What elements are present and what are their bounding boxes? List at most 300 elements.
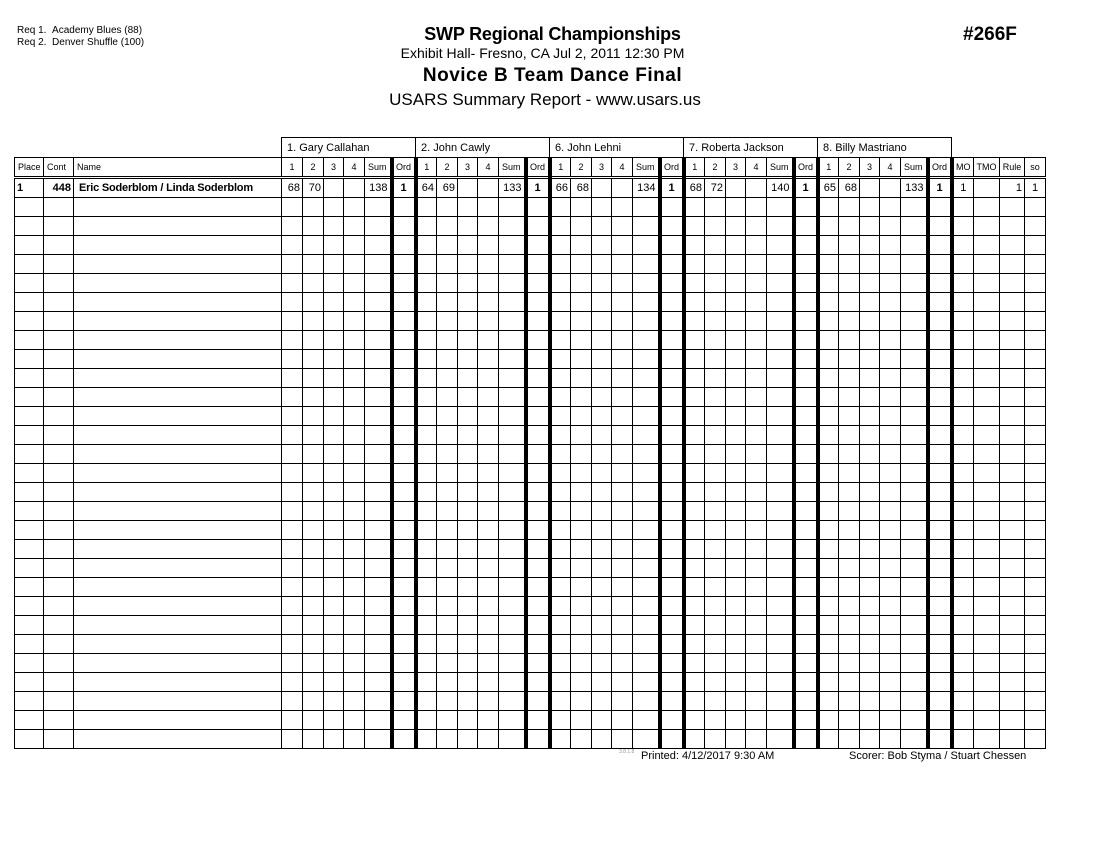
- request-label: Req 1.: [17, 25, 47, 36]
- cell-judge-1-ord: [392, 312, 416, 331]
- cell-judge-4-s2: [705, 692, 726, 711]
- cell-judge-3-sum: [633, 597, 660, 616]
- col-judge-2-ord: Ord: [526, 158, 550, 178]
- cell-judge-2-s1: [416, 559, 437, 578]
- cell-judge-1-s3: [324, 236, 344, 255]
- cell-judge-5-s1: [818, 445, 839, 464]
- cell-judge-3-s1: [550, 236, 571, 255]
- cell-judge-2-ord: [526, 293, 550, 312]
- cell-mo: [952, 236, 974, 255]
- cell-judge-4-s3: [726, 578, 746, 597]
- cell-judge-5-s1: [818, 255, 839, 274]
- cell-judge-3-s1: [550, 730, 571, 749]
- cell-judge-2-sum: [499, 255, 526, 274]
- cell-judge-3-sum: [633, 711, 660, 730]
- cell-judge-5-s1: [818, 198, 839, 217]
- cell-judge-1-s2: [303, 426, 324, 445]
- cell-judge-3-sum: [633, 445, 660, 464]
- cell-mo: [952, 673, 974, 692]
- cell-judge-4-sum: [767, 635, 794, 654]
- cell-judge-1-sum: [365, 540, 392, 559]
- cell-name: [74, 635, 282, 654]
- cell-judge-5-ord: [928, 388, 952, 407]
- cell-tmo: [974, 445, 1000, 464]
- cell-so: [1025, 673, 1046, 692]
- cell-judge-3-s2: [571, 274, 592, 293]
- cell-mo: [952, 502, 974, 521]
- cell-judge-5-s1: [818, 578, 839, 597]
- cell-judge-5-s2: [839, 388, 860, 407]
- cell-judge-2-s4: [478, 540, 499, 559]
- cell-place: [15, 331, 44, 350]
- cell-judge-1-ord: [392, 369, 416, 388]
- cell-name: [74, 521, 282, 540]
- cell-judge-4-s4: [746, 559, 767, 578]
- cell-mo: [952, 388, 974, 407]
- cell-judge-4-s2: [705, 540, 726, 559]
- cell-judge-3-s3: [592, 445, 612, 464]
- cell-judge-3-s2: [571, 654, 592, 673]
- cell-judge-4-s1: 68: [684, 178, 705, 198]
- cell-so: [1025, 635, 1046, 654]
- cell-judge-1-s1: [282, 445, 303, 464]
- cell-judge-2-sum: [499, 445, 526, 464]
- cell-judge-5-sum: [901, 464, 928, 483]
- cell-place: [15, 388, 44, 407]
- cell-judge-1-s3: [324, 616, 344, 635]
- cell-judge-3-ord: [660, 198, 684, 217]
- cell-name: [74, 578, 282, 597]
- cell-mo: [952, 483, 974, 502]
- cell-judge-4-s1: [684, 369, 705, 388]
- cell-cont: [44, 407, 74, 426]
- cell-judge-3-s3: [592, 616, 612, 635]
- cell-judge-2-s3: [458, 388, 478, 407]
- cell-judge-2-sum: [499, 388, 526, 407]
- cell-judge-2-s2: [437, 350, 458, 369]
- cell-judge-5-s2: [839, 464, 860, 483]
- cell-judge-3-ord: [660, 616, 684, 635]
- cell-judge-1-s4: [344, 502, 365, 521]
- cell-tmo: [974, 616, 1000, 635]
- cell-judge-3-sum: [633, 369, 660, 388]
- cell-judge-1-s2: [303, 236, 324, 255]
- cell-judge-2-s4: [478, 445, 499, 464]
- cell-judge-1-s1: [282, 217, 303, 236]
- cell-judge-5-ord: [928, 502, 952, 521]
- cell-judge-5-ord: [928, 426, 952, 445]
- cell-judge-5-s2: [839, 350, 860, 369]
- cell-judge-5-s1: [818, 274, 839, 293]
- cell-judge-2-s2: [437, 578, 458, 597]
- table-row: [15, 198, 1046, 217]
- table-row: [15, 426, 1046, 445]
- cell-judge-4-s3: [726, 217, 746, 236]
- cell-judge-4-ord: [794, 274, 818, 293]
- cell-judge-5-s3: [860, 578, 880, 597]
- cell-judge-5-sum: [901, 559, 928, 578]
- cell-judge-2-s1: [416, 692, 437, 711]
- cell-judge-3-sum: [633, 540, 660, 559]
- cell-judge-2-ord: [526, 407, 550, 426]
- cell-judge-3-s4: [612, 350, 633, 369]
- cell-judge-4-sum: [767, 711, 794, 730]
- cell-rule: [1000, 255, 1025, 274]
- cell-judge-1-s1: [282, 559, 303, 578]
- cell-judge-2-s1: 64: [416, 178, 437, 198]
- cell-judge-3-ord: [660, 540, 684, 559]
- cell-rule: [1000, 426, 1025, 445]
- version-label: 3.8.1.8: [619, 749, 635, 755]
- cell-judge-5-s4: [880, 407, 901, 426]
- cell-so: [1025, 198, 1046, 217]
- cell-judge-3-sum: [633, 407, 660, 426]
- cell-judge-3-s3: [592, 635, 612, 654]
- cell-mo: [952, 635, 974, 654]
- cell-judge-5-s1: [818, 407, 839, 426]
- cell-judge-2-sum: [499, 692, 526, 711]
- cell-judge-1-s3: [324, 331, 344, 350]
- cell-judge-4-ord: [794, 369, 818, 388]
- col-rule: Rule: [1000, 158, 1025, 178]
- cell-judge-3-s1: [550, 331, 571, 350]
- cell-judge-5-ord: [928, 350, 952, 369]
- cell-judge-3-s4: [612, 559, 633, 578]
- cell-rule: [1000, 578, 1025, 597]
- table-row: [15, 445, 1046, 464]
- cell-judge-4-s1: [684, 502, 705, 521]
- cell-judge-3-s3: [592, 312, 612, 331]
- cell-judge-1-sum: [365, 483, 392, 502]
- cell-judge-2-s4: [478, 521, 499, 540]
- cell-judge-2-s3: [458, 464, 478, 483]
- cell-judge-2-sum: [499, 730, 526, 749]
- cell-judge-4-s4: [746, 730, 767, 749]
- cell-judge-5-s4: [880, 597, 901, 616]
- cell-judge-1-sum: [365, 236, 392, 255]
- cell-judge-2-s3: [458, 692, 478, 711]
- cell-judge-2-sum: [499, 502, 526, 521]
- cell-judge-4-s3: [726, 293, 746, 312]
- cell-cont: [44, 502, 74, 521]
- cell-cont: [44, 350, 74, 369]
- cell-judge-1-s4: [344, 711, 365, 730]
- cell-judge-5-sum: [901, 198, 928, 217]
- cell-judge-3-ord: [660, 692, 684, 711]
- cell-judge-3-ord: [660, 521, 684, 540]
- cell-judge-2-s3: [458, 236, 478, 255]
- cell-judge-5-s3: [860, 464, 880, 483]
- cell-mo: [952, 711, 974, 730]
- cell-judge-2-s2: [437, 502, 458, 521]
- cell-judge-1-s2: [303, 274, 324, 293]
- col-mo: MO: [952, 158, 974, 178]
- cell-tmo: [974, 597, 1000, 616]
- cell-name: [74, 654, 282, 673]
- cell-judge-3-s4: [612, 445, 633, 464]
- cell-judge-5-ord: 1: [928, 178, 952, 198]
- cell-judge-5-s2: [839, 407, 860, 426]
- cell-judge-3-s1: [550, 673, 571, 692]
- cell-judge-5-sum: [901, 730, 928, 749]
- cell-judge-4-s4: [746, 540, 767, 559]
- cell-judge-1-ord: [392, 464, 416, 483]
- cell-place: [15, 597, 44, 616]
- cell-place: [15, 407, 44, 426]
- cell-judge-2-s3: [458, 217, 478, 236]
- cell-judge-5-s1: [818, 331, 839, 350]
- cell-judge-5-s2: [839, 217, 860, 236]
- cell-judge-4-s1: [684, 217, 705, 236]
- cell-judge-2-s4: [478, 198, 499, 217]
- cell-judge-4-s1: [684, 483, 705, 502]
- cell-tmo: [974, 255, 1000, 274]
- cell-judge-1-sum: [365, 616, 392, 635]
- cell-judge-3-s1: [550, 635, 571, 654]
- cell-judge-1-sum: [365, 293, 392, 312]
- cell-judge-5-ord: [928, 616, 952, 635]
- table-row: [15, 464, 1046, 483]
- cell-judge-5-s3: [860, 502, 880, 521]
- cell-judge-4-ord: [794, 464, 818, 483]
- cell-judge-3-s3: [592, 407, 612, 426]
- cell-so: [1025, 407, 1046, 426]
- cell-rule: [1000, 483, 1025, 502]
- cell-tmo: [974, 559, 1000, 578]
- cell-judge-4-s1: [684, 388, 705, 407]
- cell-judge-1-s2: [303, 255, 324, 274]
- cell-judge-3-s2: [571, 255, 592, 274]
- cell-judge-2-s4: [478, 502, 499, 521]
- cell-place: [15, 616, 44, 635]
- cell-tmo: [974, 578, 1000, 597]
- cell-cont: [44, 597, 74, 616]
- cell-judge-4-sum: [767, 312, 794, 331]
- cell-judge-4-s4: [746, 178, 767, 198]
- cell-judge-1-ord: [392, 483, 416, 502]
- cell-cont: [44, 464, 74, 483]
- cell-judge-3-s3: [592, 293, 612, 312]
- cell-judge-2-s3: [458, 198, 478, 217]
- cell-judge-4-ord: [794, 635, 818, 654]
- cell-judge-5-s4: [880, 255, 901, 274]
- cell-judge-2-sum: [499, 407, 526, 426]
- cell-judge-3-s4: [612, 730, 633, 749]
- cell-judge-1-sum: [365, 597, 392, 616]
- cell-judge-4-s3: [726, 274, 746, 293]
- cell-judge-5-ord: [928, 445, 952, 464]
- cell-judge-3-s3: [592, 426, 612, 445]
- cell-judge-1-s2: [303, 711, 324, 730]
- cell-judge-4-s4: [746, 217, 767, 236]
- cell-mo: [952, 559, 974, 578]
- cell-judge-4-sum: [767, 369, 794, 388]
- cell-judge-4-s2: [705, 502, 726, 521]
- cell-cont: [44, 578, 74, 597]
- cell-judge-1-s4: [344, 692, 365, 711]
- cell-judge-3-s1: [550, 559, 571, 578]
- cell-judge-4-s2: [705, 369, 726, 388]
- cell-judge-1-s1: [282, 521, 303, 540]
- cell-judge-2-ord: [526, 635, 550, 654]
- cell-judge-3-ord: [660, 217, 684, 236]
- cell-judge-4-s1: [684, 426, 705, 445]
- cell-mo: [952, 445, 974, 464]
- cell-judge-5-s2: [839, 369, 860, 388]
- cell-judge-1-s4: [344, 350, 365, 369]
- cell-judge-2-ord: [526, 464, 550, 483]
- cell-judge-2-s4: [478, 673, 499, 692]
- cell-judge-1-s1: [282, 350, 303, 369]
- cell-judge-1-s3: [324, 312, 344, 331]
- cell-judge-5-s3: [860, 540, 880, 559]
- cell-judge-1-s4: [344, 274, 365, 293]
- cell-judge-5-ord: [928, 407, 952, 426]
- cell-judge-5-s2: [839, 255, 860, 274]
- cell-judge-2-s2: [437, 483, 458, 502]
- cell-judge-1-s1: [282, 540, 303, 559]
- col-judge-1-ord: Ord: [392, 158, 416, 178]
- col-judge-3-2: 2: [571, 158, 592, 178]
- cell-name: [74, 616, 282, 635]
- cell-judge-5-s1: [818, 388, 839, 407]
- cell-mo: [952, 654, 974, 673]
- cell-judge-3-s3: [592, 255, 612, 274]
- cell-judge-3-s4: [612, 426, 633, 445]
- cell-cont: [44, 521, 74, 540]
- cell-judge-4-s1: [684, 578, 705, 597]
- cell-judge-5-s3: [860, 331, 880, 350]
- cell-judge-2-s3: [458, 483, 478, 502]
- cell-judge-3-s1: [550, 711, 571, 730]
- cell-judge-2-s3: [458, 711, 478, 730]
- cell-judge-1-ord: 1: [392, 178, 416, 198]
- cell-judge-5-s1: [818, 502, 839, 521]
- cell-judge-5-s1: [818, 711, 839, 730]
- cell-judge-3-sum: [633, 236, 660, 255]
- cell-mo: [952, 217, 974, 236]
- request-text: Academy Blues (88): [52, 25, 143, 36]
- cell-judge-5-s3: [860, 559, 880, 578]
- table-row: [15, 350, 1046, 369]
- cell-place: [15, 217, 44, 236]
- cell-judge-2-s3: [458, 616, 478, 635]
- col-judge-2-3: 3: [458, 158, 478, 178]
- cell-judge-2-sum: [499, 236, 526, 255]
- cell-judge-1-s3: [324, 502, 344, 521]
- cell-judge-2-sum: [499, 673, 526, 692]
- cell-mo: [952, 464, 974, 483]
- cell-judge-1-s1: [282, 502, 303, 521]
- cell-judge-2-s4: [478, 236, 499, 255]
- cell-judge-2-s1: [416, 198, 437, 217]
- cell-judge-2-s1: [416, 502, 437, 521]
- cell-name: [74, 711, 282, 730]
- cell-judge-5-s4: [880, 483, 901, 502]
- cell-judge-5-s2: [839, 692, 860, 711]
- cell-name: [74, 255, 282, 274]
- cell-judge-3-s1: [550, 597, 571, 616]
- cell-judge-4-s4: [746, 388, 767, 407]
- cell-judge-2-s4: [478, 692, 499, 711]
- cell-place: [15, 198, 44, 217]
- cell-judge-3-ord: [660, 673, 684, 692]
- cell-name: [74, 407, 282, 426]
- cell-judge-5-ord: [928, 654, 952, 673]
- cell-judge-5-s4: [880, 198, 901, 217]
- cell-tmo: [974, 198, 1000, 217]
- cell-judge-4-s1: [684, 407, 705, 426]
- cell-judge-2-s1: [416, 483, 437, 502]
- cell-judge-4-s1: [684, 236, 705, 255]
- cell-judge-2-s1: [416, 255, 437, 274]
- cell-judge-3-s2: 68: [571, 178, 592, 198]
- cell-judge-1-s4: [344, 217, 365, 236]
- event-title: Novice B Team Dance Final: [422, 65, 683, 86]
- cell-judge-1-s3: [324, 350, 344, 369]
- cell-judge-1-s4: [344, 483, 365, 502]
- cell-name: [74, 483, 282, 502]
- cell-judge-4-s2: [705, 635, 726, 654]
- table-row: [15, 635, 1046, 654]
- cell-judge-3-s1: [550, 198, 571, 217]
- cell-judge-3-ord: [660, 331, 684, 350]
- cell-judge-3-s1: [550, 692, 571, 711]
- cell-judge-5-s4: [880, 711, 901, 730]
- cell-judge-2-s1: [416, 426, 437, 445]
- cell-judge-4-s2: [705, 217, 726, 236]
- cell-rule: [1000, 692, 1025, 711]
- cell-judge-5-s4: [880, 654, 901, 673]
- cell-tmo: [974, 692, 1000, 711]
- cell-judge-4-sum: [767, 692, 794, 711]
- cell-cont: [44, 426, 74, 445]
- cell-judge-1-s4: [344, 198, 365, 217]
- cell-so: [1025, 654, 1046, 673]
- cell-judge-4-s1: [684, 464, 705, 483]
- cell-judge-3-s4: [612, 255, 633, 274]
- cell-judge-1-ord: [392, 274, 416, 293]
- cell-judge-3-s2: [571, 635, 592, 654]
- cell-judge-1-s4: [344, 331, 365, 350]
- cell-judge-1-s3: [324, 540, 344, 559]
- cell-judge-5-s3: [860, 654, 880, 673]
- cell-judge-3-s2: [571, 217, 592, 236]
- cell-judge-5-ord: [928, 331, 952, 350]
- cell-judge-3-s1: [550, 502, 571, 521]
- cell-tmo: [974, 635, 1000, 654]
- cell-judge-5-s3: [860, 217, 880, 236]
- cell-judge-3-s1: [550, 293, 571, 312]
- cell-so: [1025, 236, 1046, 255]
- cell-name: [74, 198, 282, 217]
- cell-judge-1-s1: [282, 331, 303, 350]
- cell-judge-4-sum: [767, 521, 794, 540]
- cell-judge-3-s4: [612, 578, 633, 597]
- cell-judge-4-s2: [705, 407, 726, 426]
- cell-judge-3-sum: [633, 464, 660, 483]
- cell-cont: [44, 388, 74, 407]
- cell-judge-5-s3: [860, 388, 880, 407]
- cell-judge-5-s2: [839, 445, 860, 464]
- cell-judge-4-s3: [726, 654, 746, 673]
- cell-judge-3-s3: [592, 198, 612, 217]
- cell-judge-2-s4: [478, 369, 499, 388]
- cell-name: [74, 692, 282, 711]
- cell-judge-3-sum: [633, 331, 660, 350]
- cell-judge-4-sum: [767, 483, 794, 502]
- cell-judge-3-s2: [571, 521, 592, 540]
